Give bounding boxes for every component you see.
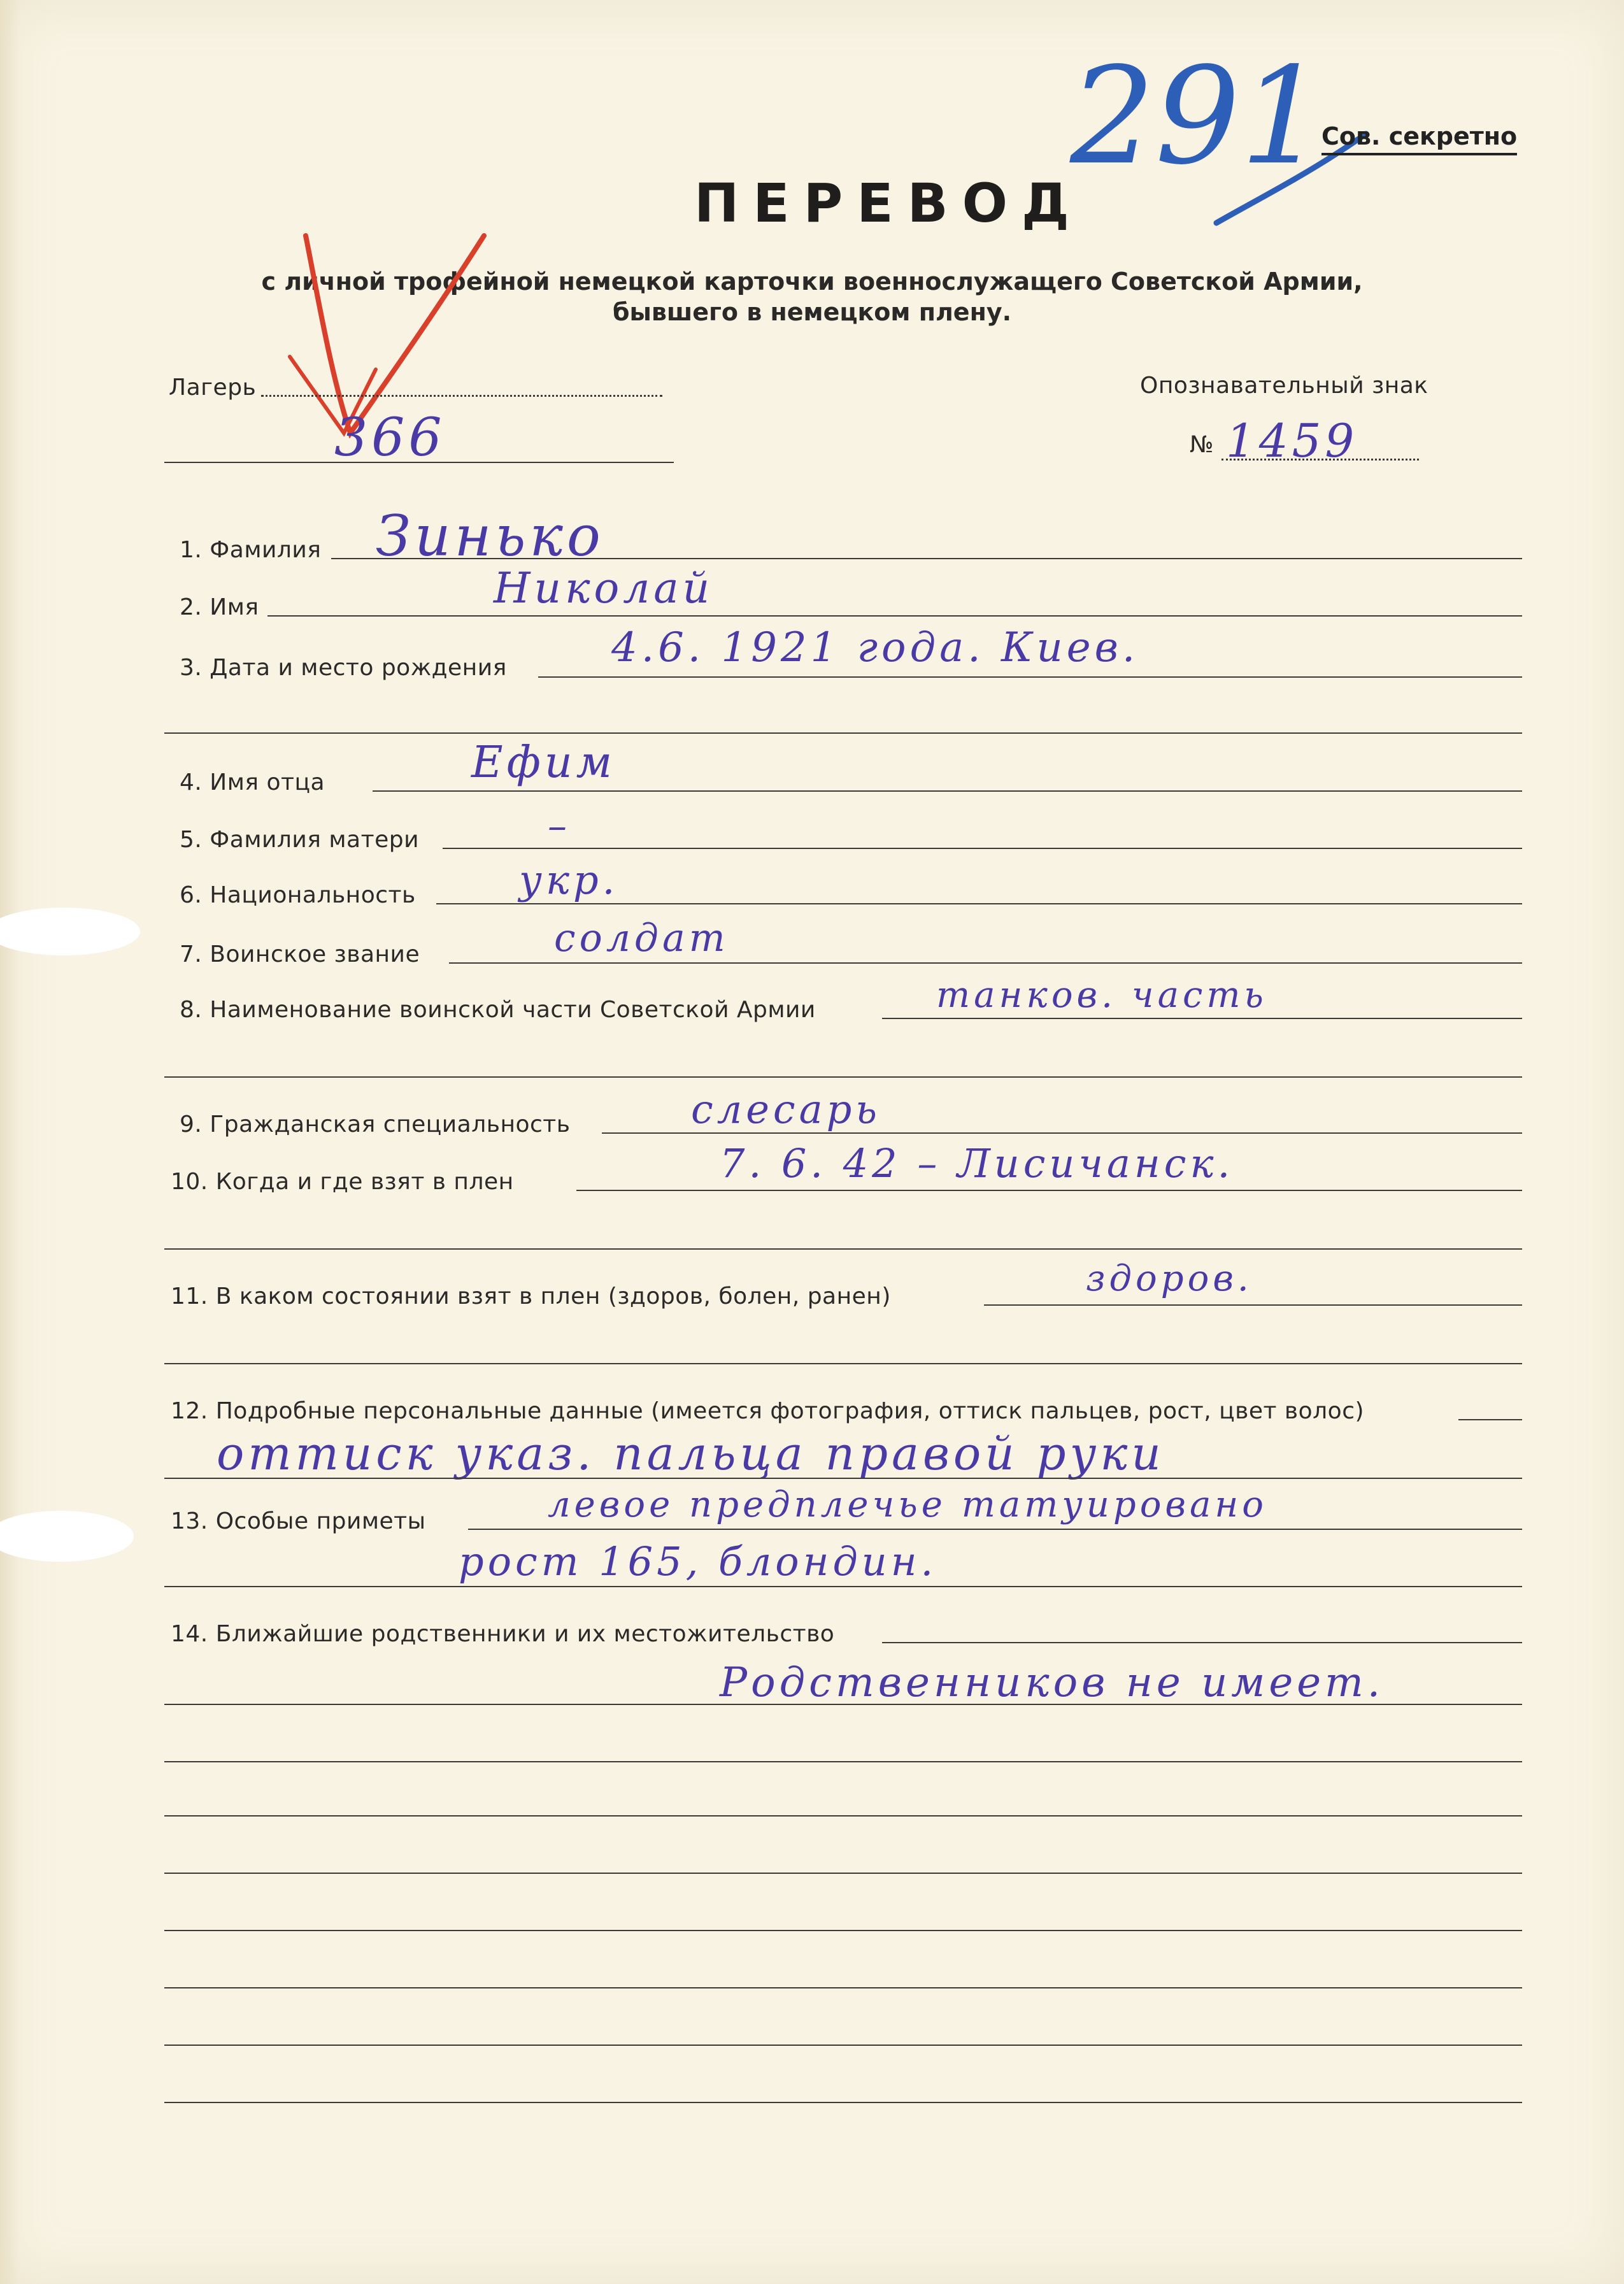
id-tag-dotted-line [1222, 459, 1419, 460]
field-label-surname: 1. Фамилия [180, 537, 322, 563]
field-label-marks: 13. Особые приметы [171, 1508, 426, 1534]
field-value-nationality: укр. [519, 857, 619, 903]
field-line-marks [468, 1529, 1522, 1530]
field-value-marks-2: рост 165, блондин. [459, 1538, 937, 1585]
field-line-rank [449, 962, 1522, 964]
field-label-unit: 8. Наименование воинской части Советской Армии [180, 997, 816, 1023]
field-line-captured-2 [164, 1248, 1522, 1250]
field-label-rank: 7. Воинское звание [180, 941, 420, 967]
blank-line [164, 1761, 1522, 1762]
field-line-captured [576, 1190, 1522, 1191]
blank-line [164, 1873, 1522, 1874]
field-label-captured: 10. Когда и где взят в плен [171, 1169, 514, 1195]
blank-line [164, 1987, 1522, 1988]
paper-tear [0, 908, 140, 955]
field-line-personal-2 [164, 1478, 1522, 1479]
field-value-marks: левое предплечье татуировано [548, 1484, 1268, 1525]
archive-number: 291 [1070, 38, 1325, 194]
field-line-name [267, 615, 1522, 617]
field-label-profession: 9. Гражданская специальность [180, 1111, 571, 1138]
field-value-rank: солдат [554, 916, 729, 960]
field-value-surname: Зинько [376, 503, 604, 569]
field-line-profession [602, 1132, 1522, 1134]
field-value-personal: оттиск указ. пальца правой руки [217, 1427, 1165, 1480]
paper-edge [0, 0, 19, 2284]
field-line-father [373, 790, 1522, 792]
field-line-condition [984, 1304, 1522, 1306]
camp-value: 366 [334, 408, 446, 468]
camp-line [164, 462, 674, 463]
field-value-name: Николай [494, 564, 714, 613]
field-value-mother: – [548, 804, 571, 848]
field-value-captured: 7. 6. 42 – Лисичанск. [720, 1140, 1234, 1187]
blank-line [164, 2102, 1522, 2103]
id-tag-value: 1459 [1226, 414, 1358, 468]
field-line-unit [882, 1018, 1522, 1019]
subtitle-line-2: бывшего в немецком плену. [612, 298, 1012, 326]
classification-stamp: Сов. секретно [1321, 122, 1517, 155]
field-label-name: 2. Имя [180, 594, 259, 620]
field-value-condition: здоров. [1086, 1258, 1253, 1299]
paper-tear [0, 1511, 134, 1562]
field-line-marks-2 [164, 1586, 1522, 1587]
field-label-mother: 5. Фамилия матери [180, 827, 419, 853]
field-label-father: 4. Имя отца [180, 769, 325, 796]
field-line-mother [443, 848, 1522, 849]
field-line-relatives [882, 1642, 1522, 1643]
field-value-relatives: Родственников не имеет. [720, 1659, 1385, 1706]
field-label-nationality: 6. Национальность [180, 882, 416, 908]
field-line-personal [1458, 1419, 1522, 1420]
field-label-condition: 11. В каком состоянии взят в плен (здоров, болен, ранен) [171, 1283, 891, 1310]
camp-dotted-line [261, 395, 662, 397]
field-label-personal: 12. Подробные персональные данные (имеется фотография, оттиск пальцев, рост, цвет волос) [171, 1398, 1365, 1424]
field-label-relatives: 14. Ближайшие родственники и их местожительство [171, 1621, 835, 1647]
field-line-condition-2 [164, 1363, 1522, 1364]
field-line-surname [331, 558, 1522, 559]
subtitle-line-1: с личной трофейной немецкой карточки военнослужащего Советской Армии, [261, 268, 1363, 296]
id-tag-label: Опознавательный знак [1140, 373, 1428, 399]
field-line-birth [538, 676, 1522, 678]
field-line-relatives-2 [164, 1704, 1522, 1705]
blank-line [164, 2045, 1522, 2046]
id-tag-prefix: № [1190, 432, 1214, 458]
blank-line [164, 1930, 1522, 1931]
document-title: ПЕРЕВОД [694, 172, 1083, 234]
field-value-unit: танков. часть [936, 974, 1267, 1016]
field-line-unit-2 [164, 1076, 1522, 1078]
field-value-profession: слесарь [691, 1086, 881, 1132]
field-value-father: Ефим [471, 738, 616, 788]
field-label-birth: 3. Дата и место рождения [180, 655, 507, 681]
camp-label: Лагерь [169, 375, 257, 401]
field-line-birth-2 [164, 732, 1522, 734]
field-value-birth: 4.6. 1921 года. Киев. [611, 624, 1139, 671]
blank-line [164, 1815, 1522, 1816]
field-line-nationality [436, 903, 1522, 904]
